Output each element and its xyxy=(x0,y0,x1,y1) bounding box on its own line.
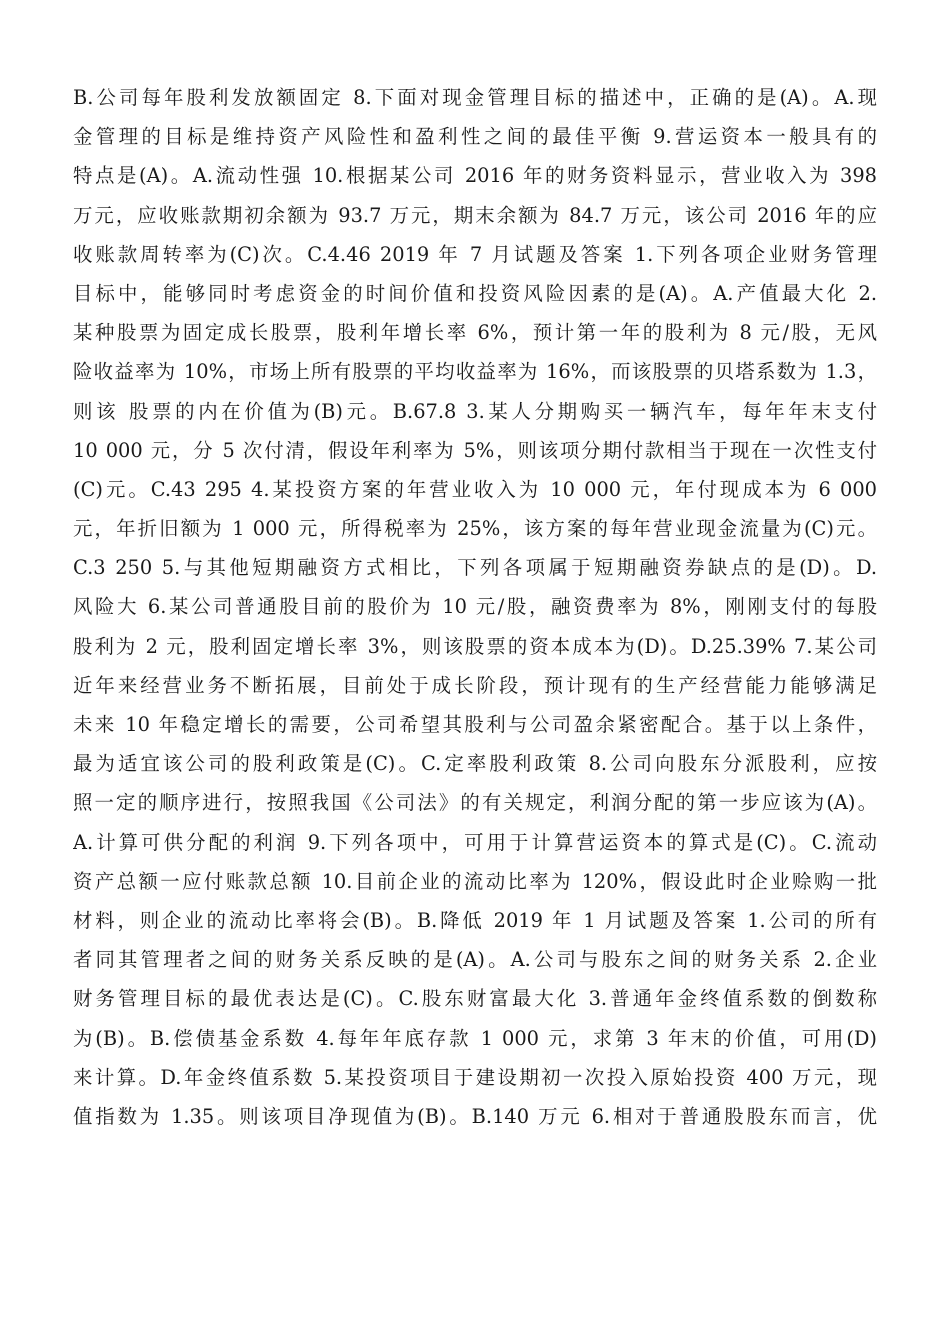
text-line: 特点是(A)。A.流动性强 10.根据某公司 2016 年的财务资料显示，营业收入为 398 xyxy=(73,164,877,188)
text-line: 材料，则企业的流动比率将会(B)。B.降低 2019 年 1 月试题及答案 1.公司的所有 xyxy=(73,908,877,932)
text-line: 险收益率为 10%，市场上所有股票的平均收益率为 16%，而该股票的贝塔系数为 1.3， xyxy=(73,360,877,384)
text-line: 近年来经营业务不断拓展，目前处于成长阶段，预计现有的生产经营能力能够满足 xyxy=(73,673,877,697)
text-line: 为(B)。B.偿债基金系数 4.每年年底存款 1 000 元，求第 3 年末的价值，可用(D) xyxy=(73,1026,877,1050)
text-line: 最为适宜该公司的股利政策是(C)。C.定率股利政策 8.公司向股东分派股利，应按 xyxy=(73,752,877,776)
text-line: 财务管理目标的最优表达是(C)。C.股东财富最大化 3.普通年金终值系数的倒数称 xyxy=(73,987,877,1011)
text-line: 资产总额一应付账款总额 10.目前企业的流动比率为 120%，假设此时企业赊购一批 xyxy=(73,869,877,893)
text-line: 金管理的目标是维持资产风险性和盈利性之间的最佳平衡 9.营运资本一般具有的 xyxy=(73,125,877,149)
document-page xyxy=(73,78,877,1318)
text-line: 元，年折旧额为 1 000 元，所得税率为 25%，该方案的每年营业现金流量为(C)元。 xyxy=(73,517,877,541)
text-line: 10 000 元，分 5 次付清，假设年利率为 5%，则该项分期付款相当于现在一次性支付 xyxy=(73,438,877,462)
text-line: 某种股票为固定成长股票，股利年增长率 6%，预计第一年的股利为 8 元/股，无风 xyxy=(73,321,877,345)
text-line: 风险大 6.某公司普通股目前的股价为 10 元/股，融资费率为 8%，刚刚支付的每股 xyxy=(73,595,877,619)
text-line: 未来 10 年稳定增长的需要，公司希望其股利与公司盈余紧密配合。基于以上条件， xyxy=(73,713,877,736)
text-line: B.公司每年股利发放额固定 8.下面对现金管理目标的描述中，正确的是(A)。A.现 xyxy=(73,86,877,109)
text-line: 收账款周转率为(C)次。C.4.46 2019 年 7 月试题及答案 1.下列各项企业财务管理 xyxy=(73,242,877,266)
text-line: 来计算。D.年金终值系数 5.某投资项目于建设期初一次投入原始投资 400 万元，现 xyxy=(73,1065,877,1089)
text-line: 值指数为 1.35。则该项目净现值为(B)。B.140 万元 6.相对于普通股股东而言，优 xyxy=(73,1104,877,1128)
text-line: A.计算可供分配的利润 9.下列各项中，可用于计算营运资本的算式是(C)。C.流动 xyxy=(73,830,877,854)
text-line: C.3 250 5.与其他短期融资方式相比，下列各项属于短期融资券缺点的是(D)。D. xyxy=(73,556,877,580)
text-line: 者同其管理者之间的财务关系反映的是(A)。A.公司与股东之间的财务关系 2.企业 xyxy=(73,948,877,972)
text-line: 万元，应收账款期初余额为 93.7 万元，期末余额为 84.7 万元，该公司 2016 年的应 xyxy=(73,203,877,227)
text-line: 则该 股票的内在价值为(B)元。B.67.8 3.某人分期购买一辆汽车，每年年末支付 xyxy=(73,399,877,423)
text-line: 目标中，能够同时考虑资金的时间价值和投资风险因素的是(A)。A.产值最大化 2. xyxy=(73,281,877,305)
text-line: (C)元。C.43 295 4.某投资方案的年营业收入为 10 000 元，年付现成本为 6 000 xyxy=(73,477,877,501)
text-line: 股利为 2 元，股利固定增长率 3%，则该股票的资本成本为(D)。D.25.39% 7.某公司 xyxy=(73,634,877,658)
text-line: 照一定的顺序进行，按照我国《公司法》的有关规定，利润分配的第一步应该为(A)。 xyxy=(73,791,877,815)
